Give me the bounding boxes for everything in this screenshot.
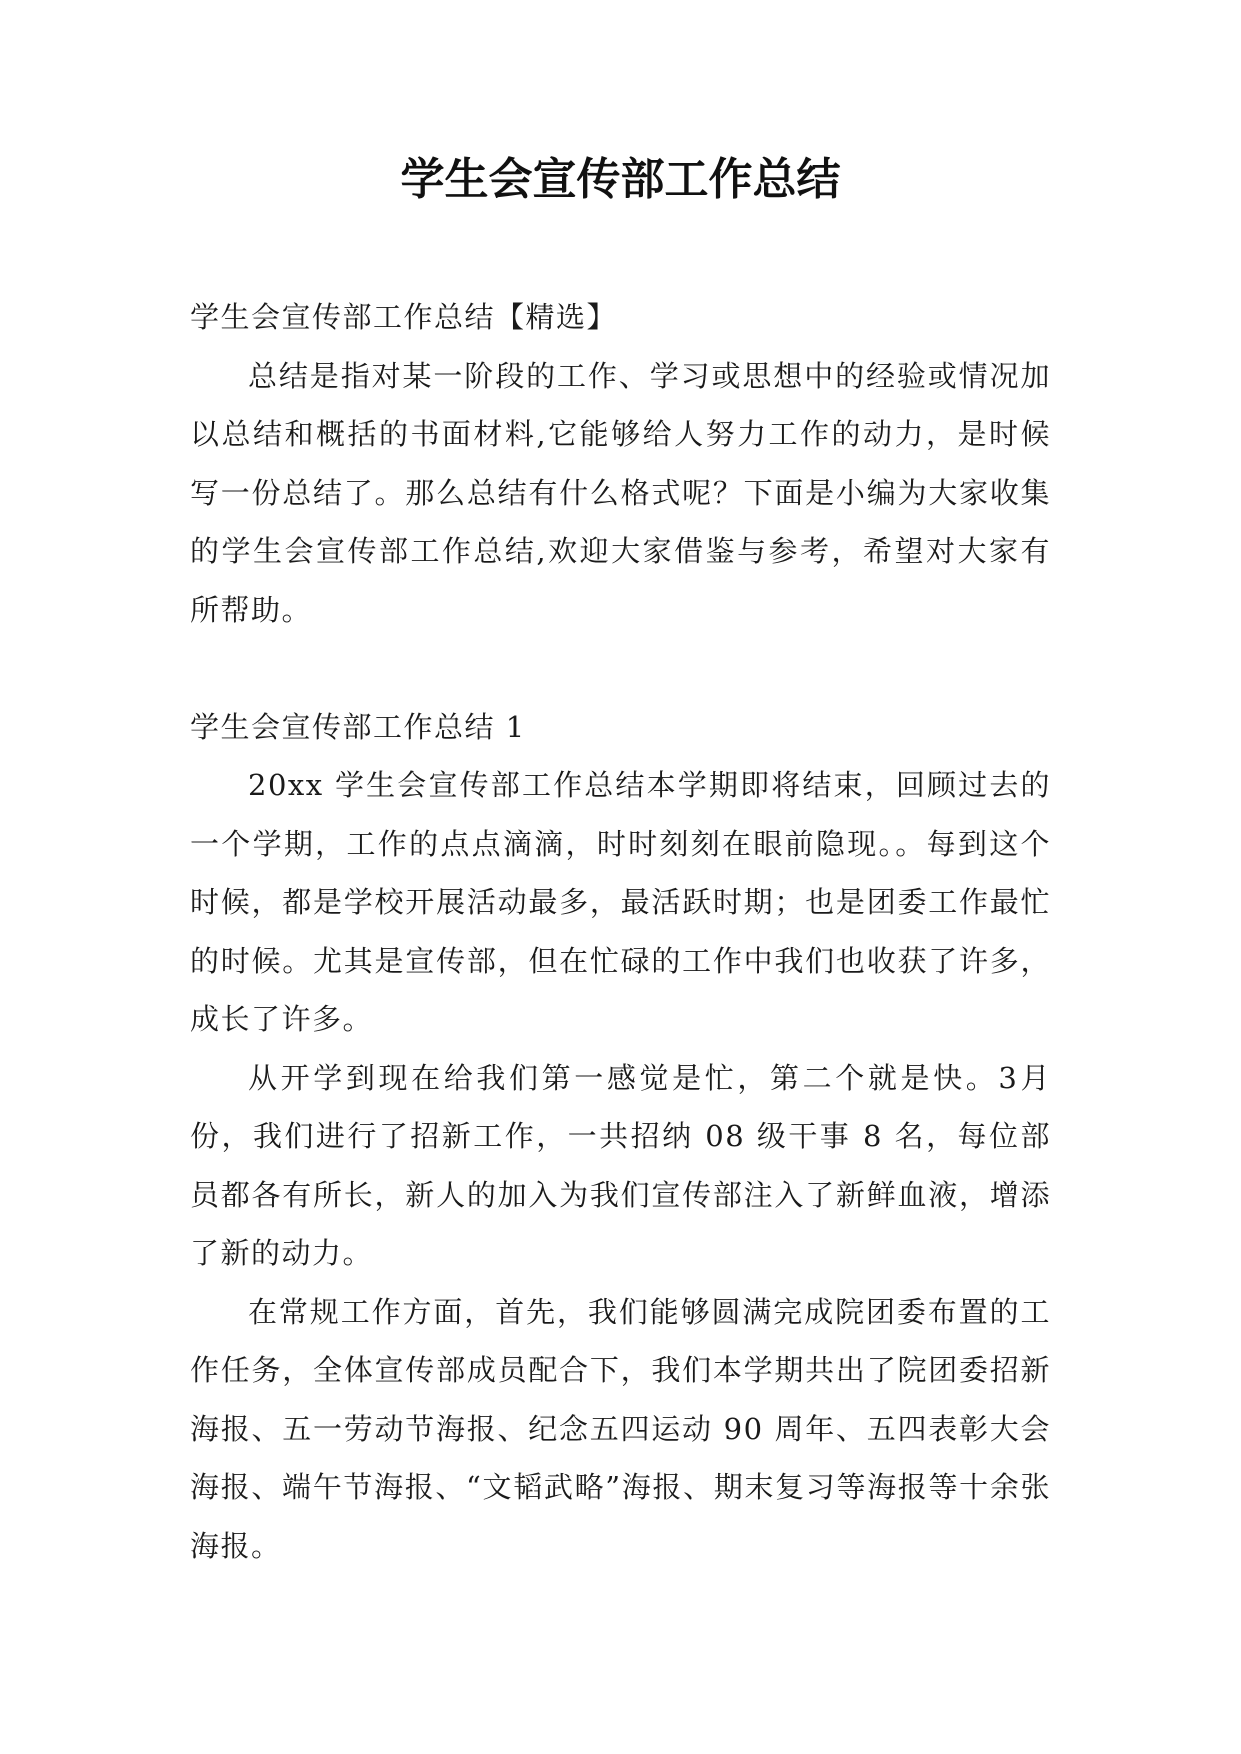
intro-paragraph: 总结是指对某一阶段的工作、学习或思想中的经验或情况加以总结和概括的书面材料,它能够给人努力工作的动力，是时候写一份总结了。那么总结有什么格式呢？下面是小编为大家收集的学生会宣传部工作总结,欢迎大家借鉴与参考，希望对大家有所帮助。 [190,358,1051,627]
section1-paragraph-1: 20xx 学生会宣传部工作总结本学期即将结束，回顾过去的一个学期，工作的点点滴滴，时时刻刻在眼前隐现。。每到这个时候，都是学校开展活动最多，最活跃时期；也是团委工作最忙的时候。尤其是宣传部，但在忙碌的工作中我们也收获了许多，成长了许多。 [190,768,1051,1036]
document-body [190,288,1051,1575]
section1-paragraph-2: 从开学到现在给我们第一感觉是忙，第二个就是快。3月份，我们进行了招新工作，一共招纳 08 级干事 8 名，每位部员都各有所长，新人的加入为我们宣传部注入了新鲜血液，增添了新的动力。 [190,1060,1051,1270]
section1-paragraph-3: 在常规工作方面，首先，我们能够圆满完成院团委布置的工作任务，全体宣传部成员配合下，我们本学期共出了院团委招新海报、五一劳动节海报、纪念五四运动 90 周年、五四表彰大会海报、端午节海报、“文韬武略”海报、期末复习等海报等十余张海报。 [190,1294,1051,1563]
document-title: 学生会宣传部工作总结 [400,154,841,205]
intro-heading: 学生会宣传部工作总结【精选】 [190,300,618,334]
section1-heading: 学生会宣传部工作总结 1 [190,709,526,744]
section-spacer [190,639,1051,698]
